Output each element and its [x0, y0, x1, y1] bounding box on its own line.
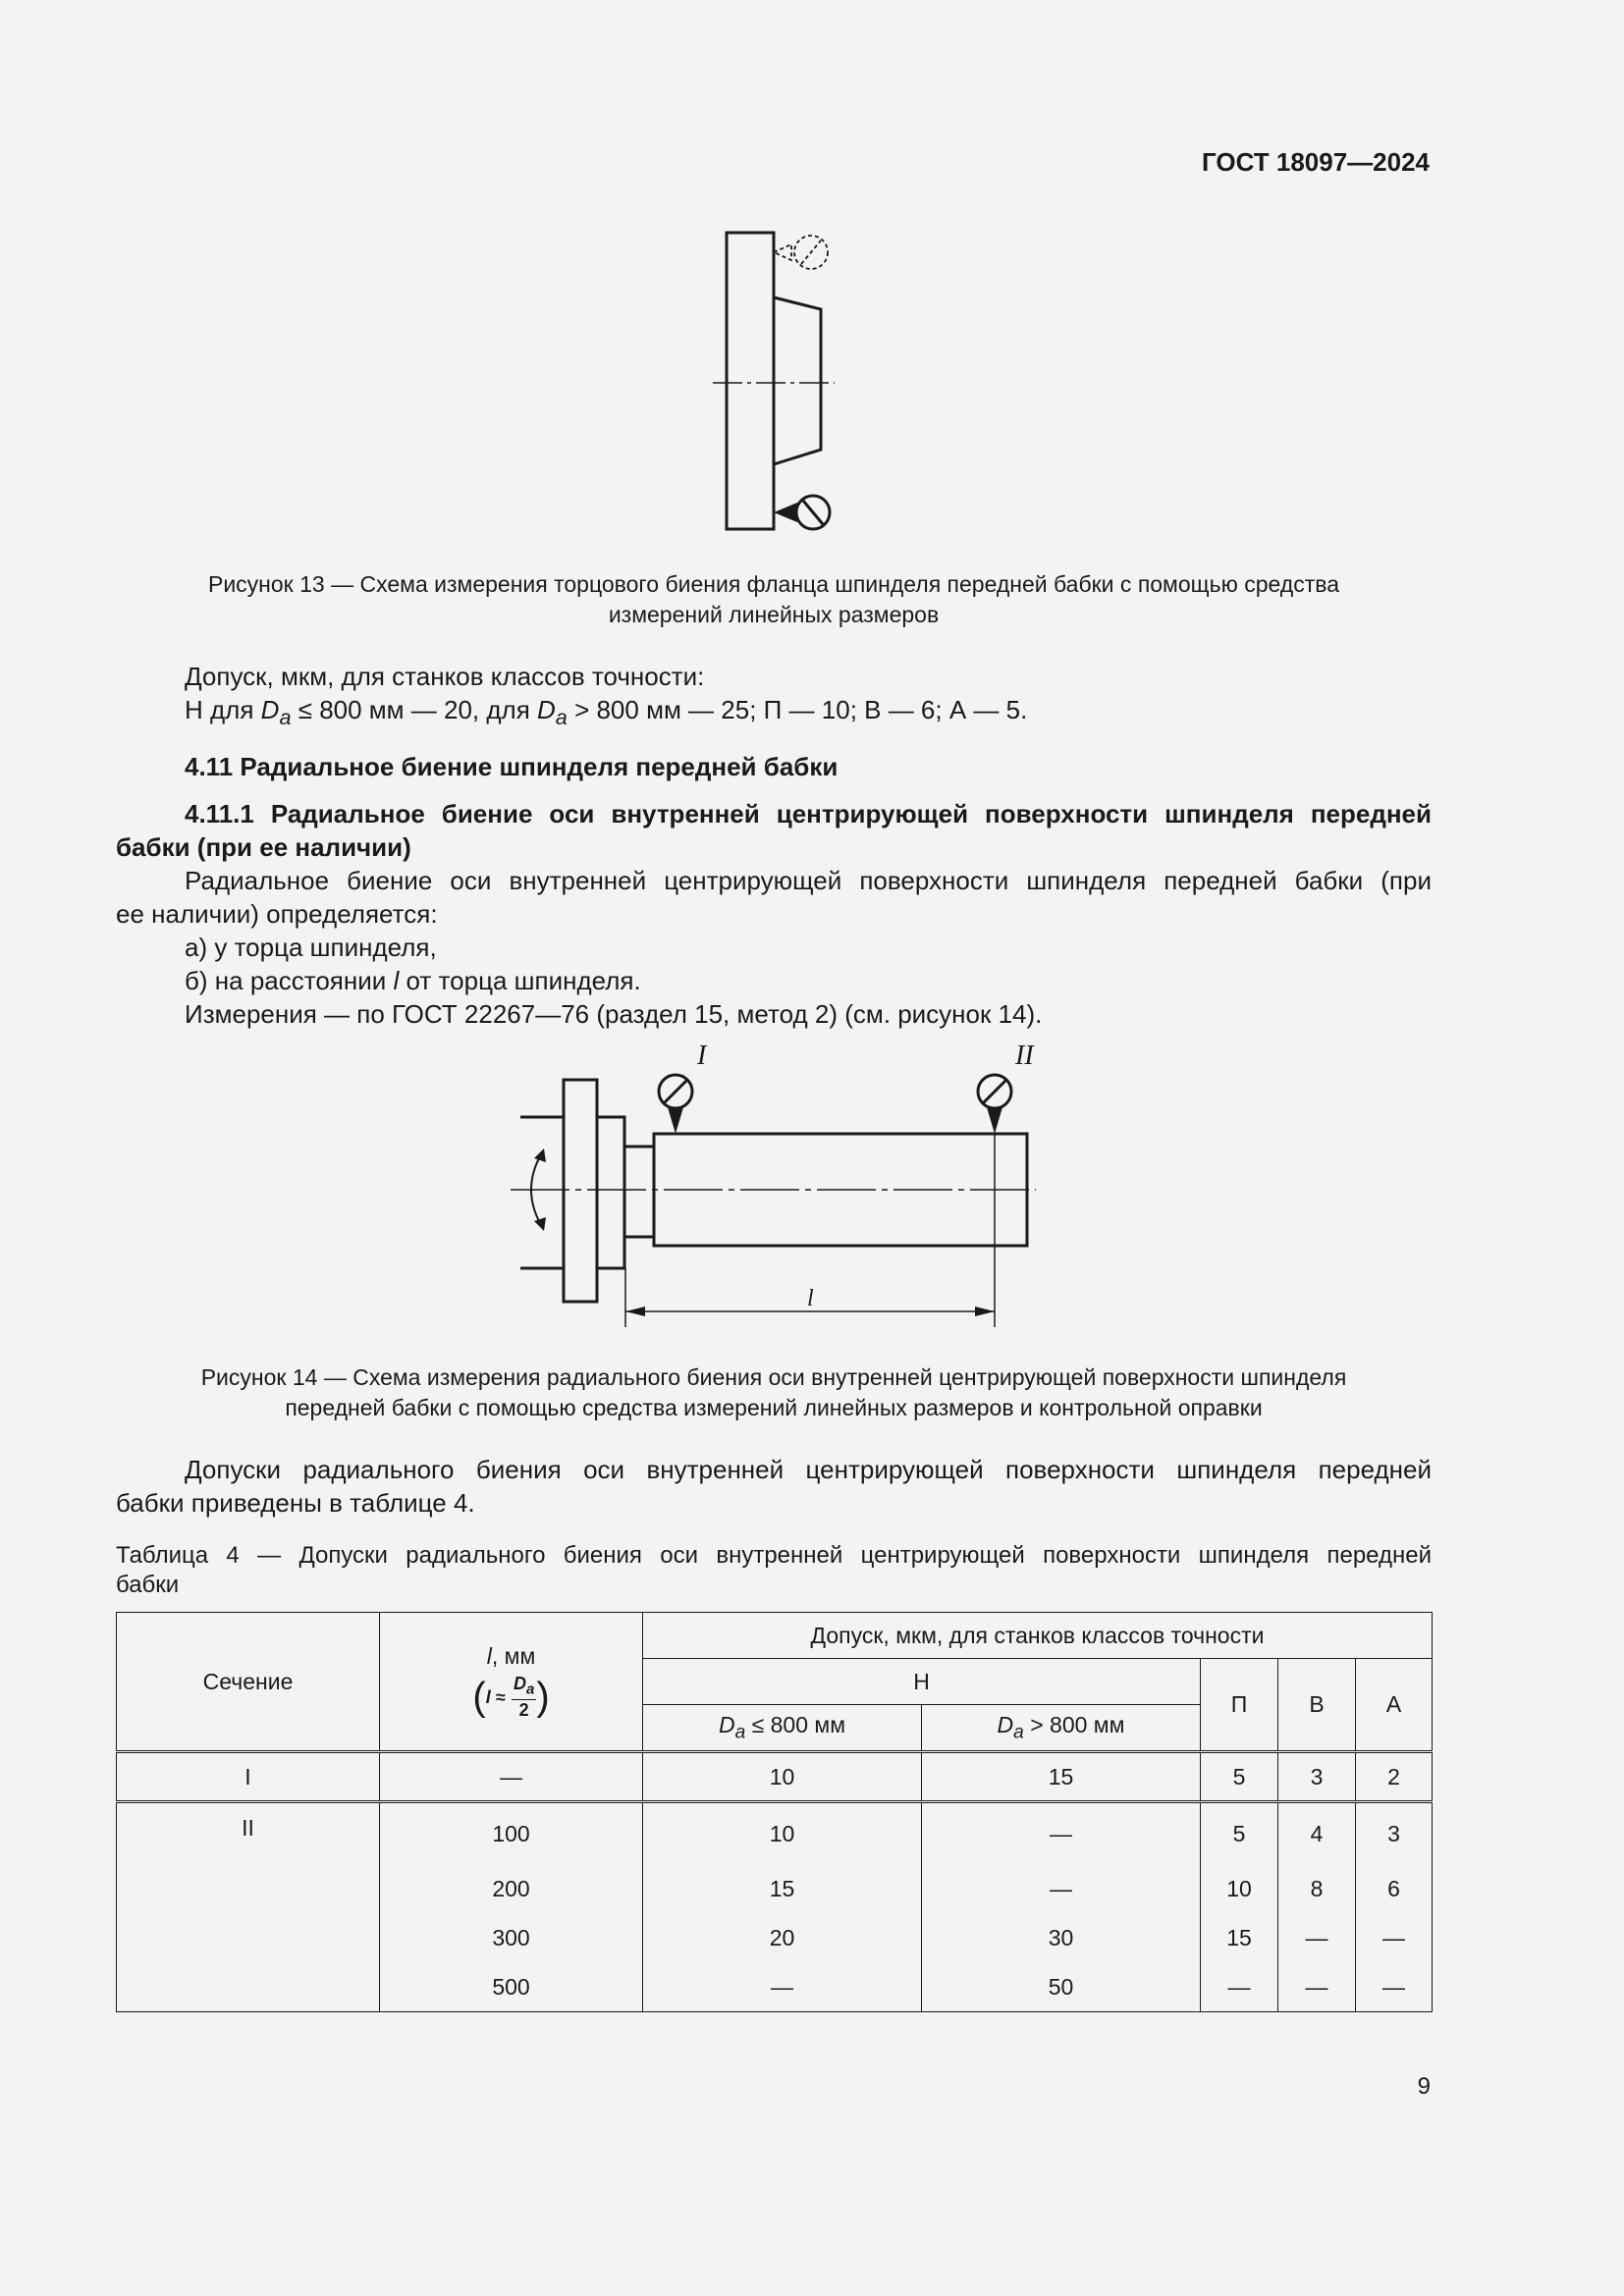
table-cell: 8	[1278, 1864, 1356, 1913]
item-b: б) на расстоянии l от торца шпинделя.	[185, 966, 641, 995]
table-cell	[117, 1864, 380, 1913]
section-4-11-1-heading-line-2: бабки (при ее наличии)	[116, 832, 411, 862]
table-cell: 15	[1201, 1913, 1278, 1962]
header-V: В	[1278, 1659, 1356, 1752]
header-P: П	[1201, 1659, 1278, 1752]
figure-13-caption: Рисунок 13 — Схема измерения торцового биения фланца шпинделя передней бабки с помощью средства измерений линейных размеров	[207, 571, 1339, 627]
header-A: А	[1356, 1659, 1433, 1752]
table-cell: 10	[1201, 1864, 1278, 1913]
figure-14-diagram	[501, 1041, 1051, 1335]
table-cell: 3	[1278, 1752, 1356, 1802]
table-cell: 5	[1201, 1802, 1278, 1865]
header-l: l, мм (l ≈ $\frac{D_a}{2}$ )	[380, 1613, 643, 1752]
table-cell: 2	[1356, 1752, 1433, 1802]
table-row	[117, 1864, 1433, 1913]
header-da-gt-800: $D_a > 800$ мм	[922, 1705, 1201, 1752]
table-row	[117, 1962, 1433, 2012]
header-N: Н	[643, 1659, 1201, 1705]
table-row	[117, 1913, 1433, 1962]
figure-14-caption: Рисунок 14 — Схема измерения радиального биения оси внутренней центрирующей поверхности шпинделя передней бабки с помощью средства измерений линейных размеров и контрольной оправки	[200, 1364, 1347, 1420]
item-a: а) у торца шпинделя,	[185, 933, 437, 962]
label-II: II	[1015, 1041, 1034, 1071]
table-cell	[117, 1913, 380, 1962]
table-cell: 50	[922, 1962, 1201, 2012]
table-cell: 100	[380, 1802, 643, 1865]
table-cell: 30	[922, 1913, 1201, 1962]
measure-reference: Измерения — по ГОСТ 22267—76 (раздел 15, метод 2) (см. рисунок 14).	[185, 999, 1043, 1029]
header-l-fraction: $\frac{D_a}{2}$	[513, 1673, 535, 1721]
tolerance-line-2: Н для $D_a \le 800$ мм — 20, для $D_a > 800$ мм — 25; П — 10; В — 6; А — 5.	[185, 695, 1028, 730]
table-cell: —	[1278, 1962, 1356, 2012]
doc-header: ГОСТ 18097—2024	[1202, 147, 1430, 177]
table-cell: 15	[643, 1864, 922, 1913]
table-4	[116, 1612, 1433, 2012]
table-cell: —	[1201, 1962, 1278, 2012]
table-row	[117, 1752, 1433, 1802]
table-cell: 500	[380, 1962, 643, 2012]
table-cell: 4	[1278, 1802, 1356, 1865]
table-4-title-line-1: Таблица 4 — Допуски радиального биения оси внутренней центрирующей поверхности шпинделя передней	[116, 1542, 1432, 1569]
table-cell: 10	[643, 1752, 922, 1802]
table-cell: —	[643, 1962, 922, 2012]
tolerance-line-1: Допуск, мкм, для станков классов точности:	[185, 662, 705, 691]
para-tolerances-line-1: Допуски радиального биения оси внутренней центрирующей поверхности шпинделя передней	[185, 1455, 1432, 1484]
table-cell: 20	[643, 1913, 922, 1962]
table-cell: 15	[922, 1752, 1201, 1802]
header-tolerance: Допуск, мкм, для станков классов точности	[643, 1613, 1433, 1659]
section-4-11-1-para-line-2: ее наличии) определяется:	[116, 899, 438, 929]
figure-13-diagram	[707, 221, 854, 535]
table-cell: —	[1356, 1962, 1433, 2012]
table-cell: —	[1278, 1913, 1356, 1962]
page-number: 9	[1417, 2073, 1431, 2100]
table-cell: I	[117, 1752, 380, 1802]
table-cell: —	[1356, 1913, 1433, 1962]
label-l: l	[807, 1286, 814, 1311]
section-4-11-1-para-line-1: Радиальное биение оси внутренней центрирующей поверхности шпинделя передней бабки (при	[185, 866, 1432, 895]
table-cell: —	[380, 1752, 643, 1802]
table-cell: 10	[643, 1802, 922, 1865]
table-cell: 5	[1201, 1752, 1278, 1802]
table-cell: II	[117, 1802, 380, 1865]
section-4-11-heading: 4.11 Радиальное биение шпинделя передней бабки	[185, 752, 839, 781]
table-cell: —	[922, 1864, 1201, 1913]
table-cell: 200	[380, 1864, 643, 1913]
header-da-le-800: $D_a \le 800$ мм	[643, 1705, 922, 1752]
table-cell: 6	[1356, 1864, 1433, 1913]
table-cell: 300	[380, 1913, 643, 1962]
table-cell: —	[922, 1802, 1201, 1865]
header-section: Сечение	[117, 1613, 380, 1752]
table-4-title-line-2: бабки	[116, 1572, 180, 1598]
para-tolerances-line-2: бабки приведены в таблице 4.	[116, 1488, 475, 1518]
section-4-11-1-heading-line-1: 4.11.1 Радиальное биение оси внутренней центрирующей поверхности шпинделя передней	[185, 799, 1432, 828]
table-cell: 3	[1356, 1802, 1433, 1865]
table-cell	[117, 1962, 380, 2012]
label-I: I	[697, 1041, 707, 1071]
table-row	[117, 1802, 1433, 1865]
